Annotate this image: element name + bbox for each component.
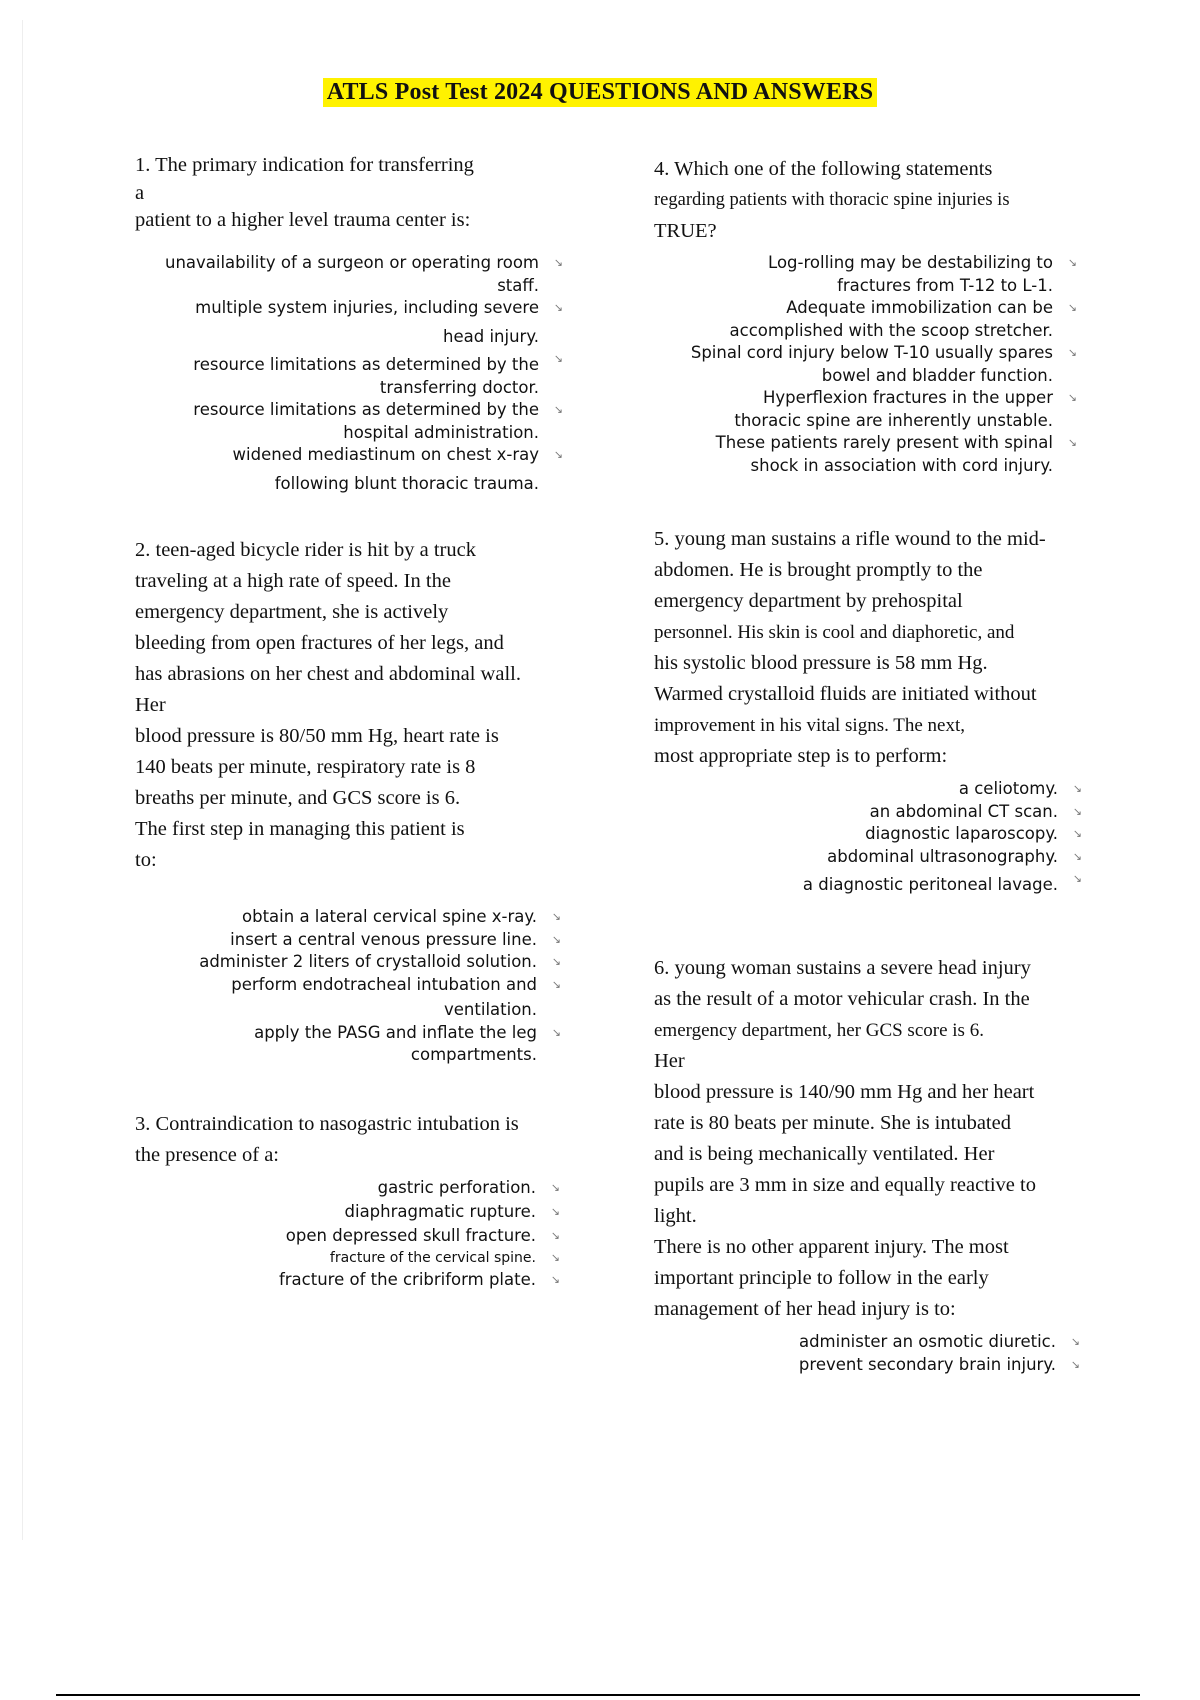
answer-option[interactable] [135,974,563,1022]
option-line: head injury. [443,326,539,346]
pointer-icon [552,929,561,952]
option-line: shock in association with cord injury. [750,455,1053,475]
pointer-icon [551,1268,560,1292]
stem-line: Her [654,1050,685,1072]
option-line: hospital administration. [343,422,539,442]
pointer-icon [1068,387,1077,410]
answer-option[interactable] [135,348,565,399]
answer-option[interactable] [135,951,563,974]
pointer-icon [551,1224,560,1248]
stem-line: TRUE? [654,220,717,242]
option-line: apply the PASG and inflate the leg [254,1022,537,1042]
pointer-icon [1071,1331,1080,1354]
stem-line: most appropriate step is to perform: [654,745,948,767]
stem-line: breaths per minute, and GCS score is 6. [135,787,461,809]
answer-option[interactable] [654,801,1084,824]
option-line: Hyperflexion fractures in the upper [762,388,1053,407]
answer-option[interactable] [654,846,1084,869]
stem-line: 5. young man sustains a rifle wound to the mid- [654,528,1046,550]
answer-option[interactable] [135,1022,563,1067]
answer-option[interactable] [654,252,1079,297]
answer-option[interactable] [654,778,1084,801]
option-line: open depressed skull fracture. [285,1226,536,1245]
option-line: fractures from T-12 to L-1. [837,275,1053,295]
pointer-icon [1068,252,1077,275]
option-line: gastric perforation. [377,1178,536,1197]
stem-line: management of her head injury is to: [654,1298,956,1320]
answer-option[interactable] [135,444,565,495]
option-line: insert a central venous pressure line. [230,929,537,949]
pointer-icon [552,951,561,974]
answer-option[interactable] [135,297,565,348]
question-3-stem [135,1109,590,1171]
question-6-stem [654,953,1104,1325]
pointer-icon [551,1200,560,1224]
stem-line: regarding patients with thoracic spine injuries is [654,190,1010,210]
pointer-icon [1073,846,1082,869]
stem-line: emergency department, her GCS score is 6. [654,1020,984,1041]
option-line: Spinal cord injury below T-10 usually spares [690,343,1053,362]
option-line: accomplished with the scoop stretcher. [729,320,1053,340]
pointer-icon [552,1022,561,1045]
stem-line: traveling at a high rate of speed. In the [135,570,451,592]
question-4-stem [654,154,1104,247]
pointer-icon [552,906,561,929]
option-line: Log-rolling may be destabilizing to [768,253,1053,272]
option-line: prevent secondary brain injury. [798,1354,1056,1374]
pointer-icon [1068,342,1077,365]
answer-option[interactable] [654,1354,1082,1377]
stem-line: important principle to follow in the early [654,1267,989,1289]
option-line: administer an osmotic diuretic. [798,1332,1056,1351]
pointer-icon [1073,868,1082,891]
question-2-stem [135,535,590,876]
option-line: abdominal ultrasonography. [827,846,1058,866]
question-5-options [654,778,1084,897]
question-4-options [654,252,1079,477]
answer-option[interactable] [135,1176,562,1200]
answer-option[interactable] [654,342,1079,387]
option-line: perform endotracheal intubation and [231,974,537,994]
question-1-options [135,252,565,495]
question-1-stem [135,150,590,236]
option-line: unavailability of a surgeon or operating room [164,253,539,272]
pointer-icon [554,297,563,320]
option-line: These patients rarely present with spinal [715,433,1053,452]
option-line: diaphragmatic rupture. [344,1202,536,1221]
answer-option[interactable] [135,252,565,297]
answer-option[interactable] [135,399,565,444]
option-line: resource limitations as determined by the [193,355,539,374]
option-line: compartments. [410,1045,537,1064]
pointer-icon [1073,801,1082,824]
answer-option[interactable] [654,387,1079,432]
stem-line: blood pressure is 80/50 mm Hg, heart rate is [135,725,499,747]
answer-option[interactable] [135,1200,562,1224]
stem-line: to: [135,849,157,871]
option-line: transferring doctor. [379,377,539,397]
stem-line: emergency department, she is actively [135,601,449,623]
stem-line: bleeding from open fractures of her legs, and [135,632,504,654]
option-line: fracture of the cervical spine. [329,1250,536,1266]
stem-line: Her [135,694,166,716]
option-line: diagnostic laparoscopy. [865,824,1058,843]
option-line: a diagnostic peritoneal lavage. [802,875,1058,894]
question-2-options [135,906,563,1067]
stem-line: rate is 80 beats per minute. She is intubated [654,1112,1011,1134]
stem-line: emergency department by prehospital [654,590,963,612]
stem-line: a [135,182,145,204]
stem-line: 3. Contraindication to nasogastric intubation is [135,1113,519,1135]
stem-line: There is no other apparent injury. The most [654,1236,1009,1258]
stem-line: 6. young woman sustains a severe head injury [654,957,1031,979]
answer-option[interactable] [135,1224,562,1248]
stem-line: abdomen. He is brought promptly to the [654,559,983,581]
stem-line: pupils are 3 mm in size and equally reactive to [654,1174,1036,1196]
option-line: Adequate immobilization can be [786,298,1053,317]
stem-line: blood pressure is 140/90 mm Hg and her heart [654,1081,1035,1103]
answer-option[interactable] [654,432,1079,477]
stem-line: 4. Which one of the following statements [654,158,993,180]
option-line: obtain a lateral cervical spine x-ray. [242,907,537,926]
stem-line: 140 beats per minute, respiratory rate is 8 [135,756,476,778]
stem-line: as the result of a motor vehicular crash. In the [654,988,1030,1010]
answer-option[interactable] [654,1331,1082,1354]
pointer-icon [554,444,563,467]
pointer-icon [1073,778,1082,801]
option-line: widened mediastinum on chest x-ray [232,445,539,464]
question-6-options [654,1331,1082,1376]
answer-option[interactable] [654,868,1084,897]
pointer-icon [1073,823,1082,846]
pointer-icon [554,399,563,422]
question-3-options [135,1176,562,1292]
pointer-icon [1071,1354,1080,1377]
option-line: ventilation. [444,1000,537,1019]
stem-line: 2. teen-aged bicycle rider is hit by a truck [135,539,476,561]
stem-line: light. [654,1205,697,1227]
stem-line: his systolic blood pressure is 58 mm Hg. [654,652,988,674]
option-line: multiple system injuries, including severe [195,298,539,317]
title-bar [0,78,1200,107]
pointer-icon [552,974,561,997]
answer-option[interactable] [135,1268,562,1292]
option-line: administer 2 liters of crystalloid solution. [199,952,537,971]
stem-line: Warmed crystalloid fluids are initiated without [654,683,1037,705]
option-line: fracture of the cribriform plate. [278,1270,536,1289]
document-title: ATLS Post Test 2024 QUESTIONS AND ANSWERS [323,78,878,107]
stem-line: and is being mechanically ventilated. Her [654,1143,995,1165]
stem-line: personnel. His skin is cool and diaphoretic, and [654,622,1015,643]
pointer-icon [1068,432,1077,455]
footer-divider [56,1694,1140,1696]
answer-option[interactable] [135,906,563,929]
pointer-icon [551,1248,560,1268]
stem-line: patient to a higher level trauma center is: [135,209,471,231]
stem-line: improvement in his vital signs. The next, [654,715,966,736]
stem-line: has abrasions on her chest and abdominal wall. [135,663,521,685]
option-line: following blunt thoracic trauma. [274,473,539,493]
option-line: resource limitations as determined by the [193,400,539,419]
option-line: thoracic spine are inherently unstable. [734,410,1053,430]
pointer-icon [554,252,563,275]
answer-option[interactable] [135,929,563,952]
option-line: an abdominal CT scan. [869,801,1058,821]
stem-line: the presence of a: [135,1144,279,1166]
stem-line: The first step in managing this patient is [135,818,465,840]
option-line: a celiotomy. [958,779,1058,798]
answer-option[interactable] [135,1248,562,1268]
stem-line: 1. The primary indication for transferring [135,154,474,176]
option-line: staff. [497,275,539,295]
pointer-icon [1068,297,1077,320]
question-5-stem [654,524,1104,772]
answer-option[interactable] [654,823,1084,846]
pointer-icon [554,348,563,371]
answer-option[interactable] [654,297,1079,342]
option-line: bowel and bladder function. [821,365,1053,385]
pointer-icon [551,1176,560,1200]
page-edge-line [22,20,23,1540]
